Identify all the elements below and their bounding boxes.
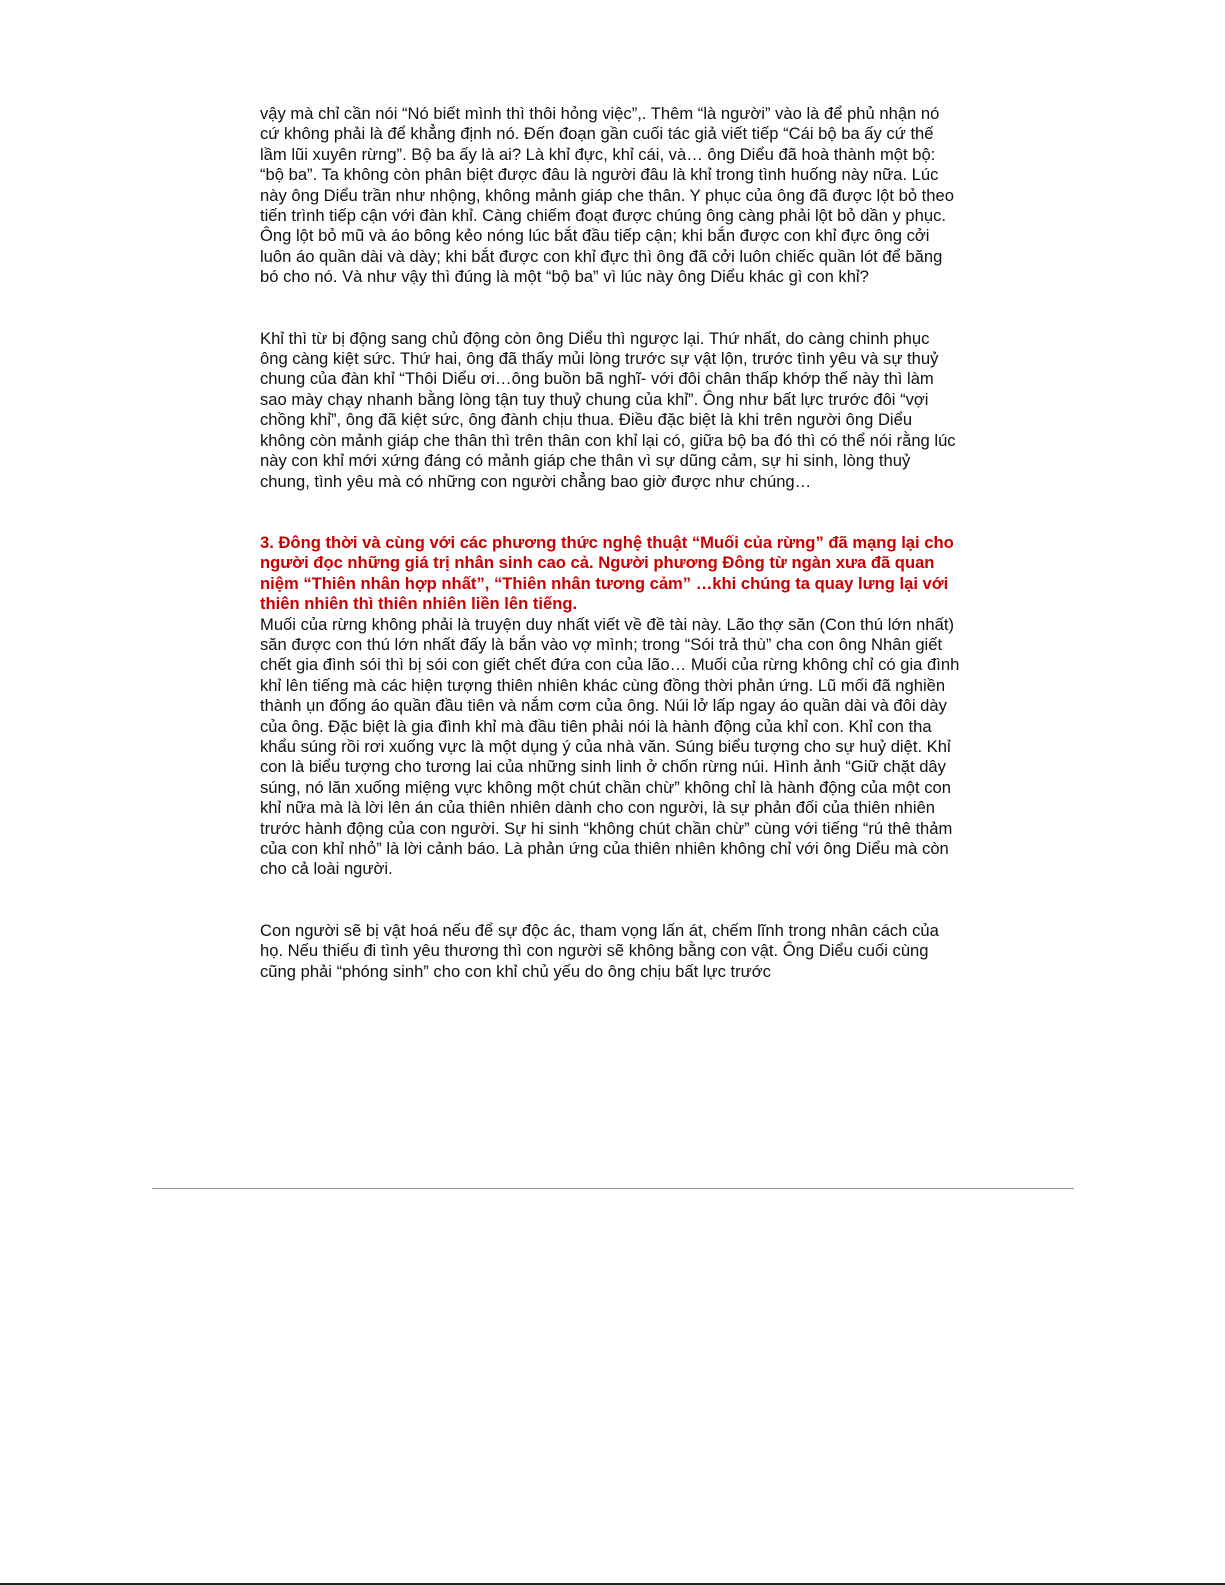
paragraph-spacer (260, 288, 960, 329)
paragraph-4: Con người sẽ bị vật hoá nếu để sự độc ác, tham vọng lấn át, chếm lĩnh trong nhân cách của họ. Nếu thiếu đi tình yêu thương thì con người sẽ không bằng con vật. Ông Diểu cuối cùng cũng phải “phóng sinh” cho con khỉ chủ yếu do ông chịu bất lực trước (260, 920, 939, 981)
section-heading-3: 3. Đông thời và cùng với các phương thức nghệ thuật “Muối của rừng” đã mạng lại cho người đọc những giá trị nhân sinh cao cả. Người phương Đông từ ngàn xưa đã quan niệm “Thiên nhân hợp nhất”, “Thiên nhân tương cảm” …khi chúng ta quay lưng lại với thiên nhiên thì thiên nhiên liền lên tiếng. (260, 532, 954, 614)
paragraph-spacer (260, 880, 960, 921)
paragraph-spacer (260, 492, 960, 533)
page-separator-rule (152, 1188, 1074, 1189)
document-body (260, 104, 960, 982)
paragraph-2: Khỉ thì từ bị động sang chủ động còn ông Diểu thì ngược lại. Thứ nhất, do càng chinh phục ông càng kiệt sức. Thứ hai, ông đã thấy mủi lòng trước sự vật lộn, trước tình yêu và sự thuỷ chung của đàn khỉ “Thôi Diểu ơi…ông buồn bã nghĩ- với đôi chân thấp khớp thế này thì làm sao mày chạy nhanh bằng lòng tận tuy thuỷ chung của khỉ”. Ông như bất lực trước đôi “vợi chồng khỉ”, ông đã kiệt sức, ông đành chịu thua. Điều đặc biệt là khi trên người ông Diểu không còn mảnh giáp che thân thì trên thân con khỉ lại có, giữa bộ ba đó thì có thể nói rằng lúc này con khỉ mới xứng đáng có mảnh giáp che thân vì sự dũng cảm, sự hi sinh, lòng thuỷ chung, tình yêu mà có những con người chẳng bao giờ được như chúng… (260, 328, 956, 491)
paragraph-1: vậy mà chỉ cần nói “Nó biết mình thì thôi hỏng việc”,. Thêm “là người” vào là để phủ nhận nó cứ không phải là để khẳng định nó. Đến đoạn gần cuối tác giả viết tiếp “Cái bộ ba ấy cứ thế lầm lũi xuyên rừng”. Bộ ba ấy là ai? Là khỉ đực, khỉ cái, và… ông Diểu đã hoà thành một bộ: “bộ ba”. Ta không còn phân biệt được đâu là người đâu là khỉ trong tình huống này nữa. Lúc này ông Diểu trần như nhộng, không mảnh giáp che thân. Y phục của ông đã được lột bỏ theo tiến trình tiếp cận với đàn khỉ. Càng chiếm đoạt được chúng ông càng phải lột bỏ dần y phục. Ông lột bỏ mũ và áo bông kẻo nóng lúc bắt đầu tiếp cận; khi bắn được con khỉ đực ông cởi luôn áo quần dài và dày; khi bắt được con khỉ đực thì ông đã cởi luôn chiếc quần lót để băng bó cho nó. Và như vậy thì đúng là một “bộ ba” vì lúc này ông Diểu khác gì con khỉ? (260, 104, 954, 287)
paragraph-3: Muối của rừng không phải là truyện duy nhất viết về đề tài này. Lão thợ săn (Con thú lớn nhất) săn được con thú lớn nhất đấy là bắn vào vợ mình; trong “Sói trả thù” cha con ông Nhân giết chết gia đình sói thì bị sói con giết chết đứa con của lão… Muối của rừng không chỉ có gia đình khỉ lên tiếng mà các hiện tượng thiên nhiên khác cùng đồng thời phản ứng. Lũ mối đã nghiền thành ụn đống áo quần đầu tiên và nắm cơm của ông. Núi lở lấp ngay áo quần dài và đôi dày của ông. Đặc biệt là gia đình khỉ mà đầu tiên phải nói là hành động của khỉ con. Khỉ con tha khẩu súng rồi rơi xuống vực là một dụng ý của nhà văn. Súng biểu tượng cho sự huỷ diệt. Khỉ con là biểu tượng cho tương lai của những sinh linh ở chốn rừng núi. Hình ảnh “Giữ chặt dây súng, nó lăn xuống miệng vực không một chút chần chừ” không chỉ là hành động của một con khỉ nữa mà là lời lên án của thiên nhiên dành cho con người, là sự phản đối của thiên nhiên trước hành động của con người. Sự hi sinh “không chút chần chừ” cùng với tiếng “rú thê thảm của con khỉ nhỏ” là lời cảnh báo. Là phản ứng của thiên nhiên không chỉ với ông Diểu mà còn cho cả loài người. (260, 614, 960, 879)
